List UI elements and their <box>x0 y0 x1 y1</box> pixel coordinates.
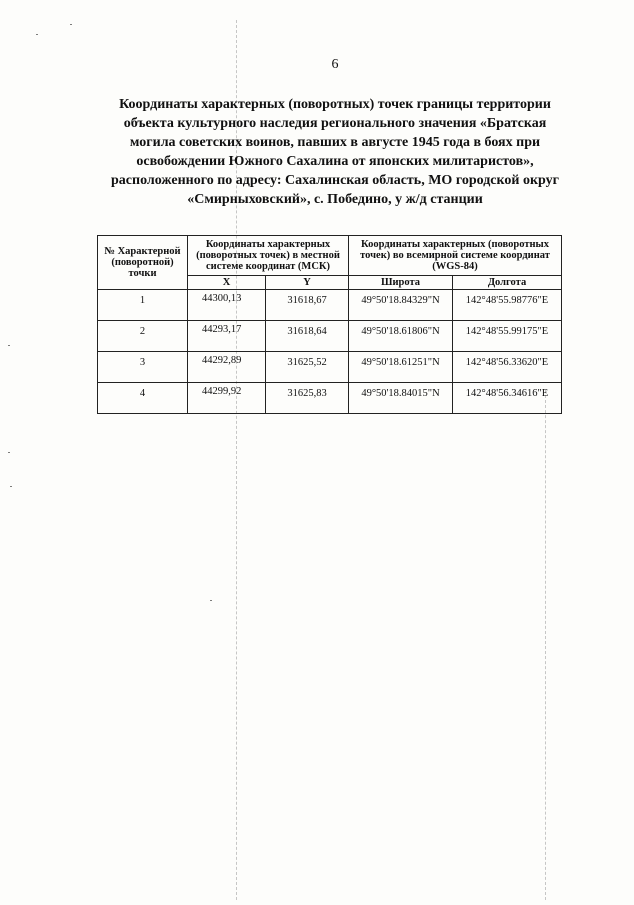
header-y: Y <box>266 276 349 290</box>
page-number: 6 <box>331 57 339 72</box>
cell-point: 2 <box>98 321 188 352</box>
cell-y: 31618,67 <box>266 290 349 321</box>
scan-speck <box>36 34 38 35</box>
cell-x: 44299,92 <box>188 383 266 414</box>
header-point-number: № Характерной (поворотной) точки <box>98 236 188 290</box>
header-msk-coordinates: Координаты характерных (поворотных точек) в местной системе координат (МСК) <box>188 236 349 276</box>
cell-y: 31625,83 <box>266 383 349 414</box>
cell-latitude: 49°50'18.84329"N <box>349 290 453 321</box>
cell-y: 31618,64 <box>266 321 349 352</box>
scan-fold-line-right <box>545 390 546 900</box>
table-row <box>98 383 562 414</box>
title-line: расположенного по адресу: Сахалинская область, МО городской округ <box>111 173 559 188</box>
table-row <box>98 352 562 383</box>
scan-speck <box>8 345 10 346</box>
cell-longitude: 142°48'55.99175"E <box>453 321 562 352</box>
cell-y: 31625,52 <box>266 352 349 383</box>
cell-x: 44293,17 <box>188 321 266 352</box>
header-longitude: Долгота <box>453 276 562 290</box>
cell-point: 1 <box>98 290 188 321</box>
cell-longitude: 142°48'56.34616"E <box>453 383 562 414</box>
title-line: освобождении Южного Сахалина от японских милитаристов», <box>136 154 534 169</box>
cell-latitude: 49°50'18.61806"N <box>349 321 453 352</box>
title-line: «Смирныховский», с. Победино, у ж/д станции <box>187 192 483 207</box>
coordinates-table <box>97 235 562 414</box>
title-line: Координаты характерных (поворотных) точек границы территории <box>119 97 551 112</box>
title-line: объекта культурного наследия регионального значения «Братская <box>123 116 547 131</box>
document-title <box>95 95 575 209</box>
cell-point: 4 <box>98 383 188 414</box>
cell-latitude: 49°50'18.61251"N <box>349 352 453 383</box>
table-row <box>98 321 562 352</box>
table-row <box>98 290 562 321</box>
title-line: могила советских воинов, павших в августе 1945 года в боях при <box>129 135 541 150</box>
scan-speck <box>70 24 72 25</box>
scan-speck <box>10 486 12 487</box>
cell-latitude: 49°50'18.84015"N <box>349 383 453 414</box>
cell-point: 3 <box>98 352 188 383</box>
cell-longitude: 142°48'56.33620"E <box>453 352 562 383</box>
cell-x: 44300,13 <box>188 290 266 321</box>
cell-longitude: 142°48'55.98776"E <box>453 290 562 321</box>
header-latitude: Широта <box>349 276 453 290</box>
header-x: X <box>188 276 266 290</box>
header-wgs-coordinates: Координаты характерных (поворотных точек) во всемирной системе координат (WGS-84) <box>349 236 562 276</box>
cell-x: 44292,89 <box>188 352 266 383</box>
scan-speck <box>8 452 10 453</box>
scan-speck <box>210 600 212 601</box>
